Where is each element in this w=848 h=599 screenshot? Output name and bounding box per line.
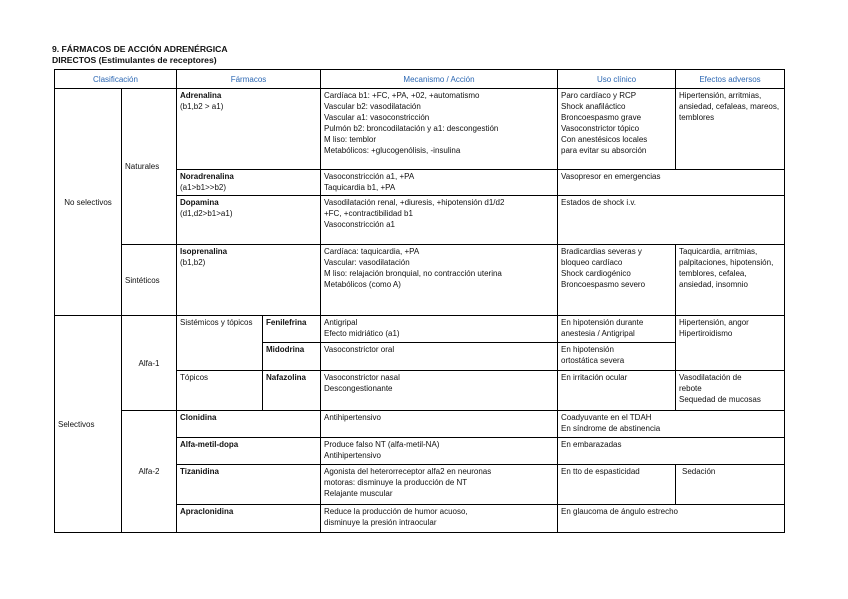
drug-receptors: (d1,d2>b1>a1): [180, 209, 233, 218]
drug-name: Midodrina: [263, 343, 321, 371]
drug-receptors: (b1,b2 > a1): [180, 102, 224, 111]
text-line: Cardíaca b1: +FC, +PA, +02, +automatismo: [324, 91, 480, 100]
group-sinteticos: Sintéticos: [122, 245, 177, 316]
text-line: Bradicardias severas y: [561, 247, 642, 256]
header-mecanismo: Mecanismo / Acción: [321, 70, 558, 89]
text-line: Pulmón b2: broncodilatación y a1: descongestión: [324, 124, 499, 133]
table-row: [55, 245, 785, 316]
text-line: Broncoespasmo grave: [561, 113, 642, 122]
efectos-cell: [676, 371, 785, 411]
mecanismo-cell: [321, 465, 558, 505]
text-line: Hipertiroidismo: [679, 329, 733, 338]
text-line: En embarazadas: [561, 440, 622, 449]
text-line: bloqueo cardíaco: [561, 258, 623, 267]
table-row: [55, 316, 785, 343]
text-line: Vasoconstrictor nasal: [324, 373, 400, 382]
text-line: Paro cardíaco y RCP: [561, 91, 637, 100]
uso-cell: [558, 196, 785, 245]
text-line: Vascular: vasodilatación: [324, 258, 410, 267]
text-line: +FC, +contractibilidad b1: [324, 209, 413, 218]
text-line: disminuye la presión intraocular: [324, 518, 437, 527]
group-no-selectivos: No selectivos: [55, 89, 122, 316]
mecanismo-cell: [321, 316, 558, 343]
subtitle-rest: (Estimulantes de receptores): [96, 55, 217, 65]
text-line: En hipotensión: [561, 345, 614, 354]
text-line: Shock anafiláctico: [561, 102, 626, 111]
uso-cell: [558, 245, 676, 316]
text-line: M liso: relajación bronquial, no contracción uterina: [324, 269, 502, 278]
text-line: Hipertensión, angor: [679, 318, 749, 327]
efectos-cell: [676, 245, 785, 316]
uso-cell: [558, 89, 676, 170]
efectos-cell: [676, 89, 785, 170]
text-line: motoras: disminuye la producción de NT: [324, 478, 468, 487]
text-line: anestesia / Antigripal: [561, 329, 635, 338]
uso-cell: [558, 316, 676, 343]
text-line: Coadyuvante en el TDAH: [561, 413, 652, 422]
group-alfa1: Alfa-1: [122, 316, 177, 411]
text-line: Antihipertensivo: [324, 413, 381, 422]
mecanismo-cell: [321, 411, 558, 438]
efectos-cell: [676, 316, 785, 371]
header-farmacos: Fármacos: [177, 70, 321, 89]
mecanismo-cell: [321, 170, 558, 196]
subtitle-bold: DIRECTOS: [52, 55, 97, 65]
text-line: Estados de shock i.v.: [561, 198, 636, 207]
drug-name: Isoprenalina: [180, 247, 228, 256]
text-block: Hipertensión, arritmias, ansiedad, cefaleas, mareos, temblores: [679, 91, 780, 122]
text-line: Sedación: [682, 467, 716, 476]
text-line: En tto de espasticidad: [561, 467, 640, 476]
header-clasificacion: Clasificación: [55, 70, 177, 89]
text-line: Vasoconstrictor tópico: [561, 124, 640, 133]
group-selectivos: Selectivos: [55, 316, 122, 533]
text-line: Vasoconstricción a1, +PA: [324, 172, 415, 181]
page-subtitle: [52, 55, 217, 65]
group-naturales: Naturales: [122, 89, 177, 245]
text-line: Vascular b2: vasodilatación: [324, 102, 421, 111]
text-line: Vasoconstricción a1: [324, 220, 395, 229]
drug-name: Adrenalina: [180, 91, 222, 100]
mecanismo-cell: [321, 438, 558, 465]
text-line: Efecto midriático (a1): [324, 329, 400, 338]
text-line: Shock cardiogénico: [561, 269, 631, 278]
text-line: para evitar su absorción: [561, 146, 647, 155]
header-uso: Uso clínico: [558, 70, 676, 89]
page-title: 9. FÁRMACOS DE ACCIÓN ADRENÉRGICA: [52, 44, 228, 54]
mecanismo-cell: [321, 89, 558, 170]
mecanismo-cell: [321, 245, 558, 316]
text-line: M liso: temblor: [324, 135, 377, 144]
uso-cell: [558, 411, 785, 438]
text-line: Vasodilatación de: [679, 373, 742, 382]
drug-receptors: (a1>b1>>b2): [180, 183, 227, 192]
uso-cell: [558, 465, 676, 505]
efectos-cell: [676, 465, 785, 505]
text-line: Relajante muscular: [324, 489, 393, 498]
drug-table: [54, 69, 785, 533]
text-line: Taquicardia b1, +PA: [324, 183, 396, 192]
text-line: Agonista del heterorreceptor alfa2 en neuronas: [324, 467, 492, 476]
drug-name: Fenilefrina: [263, 316, 321, 343]
drug-name: Nafazolina: [263, 371, 321, 411]
header-row: [55, 70, 785, 89]
drug-name: Alfa-metil-dopa: [177, 438, 321, 465]
mecanismo-cell: [321, 505, 558, 533]
drug-name: Clonidina: [177, 411, 321, 438]
text-line: Con anestésicos locales: [561, 135, 648, 144]
uso-cell: [558, 170, 785, 196]
header-efectos: Efectos adversos: [676, 70, 785, 89]
text-line: Cardíaca: taquicardia, +PA: [324, 247, 420, 256]
text-line: Reduce la producción de humor acuoso,: [324, 507, 468, 516]
text-block: Taquicardia, arritmias, palpitaciones, hipotensión, temblores, cefalea, ansiedad, insomnio: [679, 247, 774, 289]
drug-name: Dopamina: [180, 198, 219, 207]
mecanismo-cell: [321, 371, 558, 411]
drug-cell: [177, 170, 321, 196]
text-line: Vascular a1: vasoconstricción: [324, 113, 430, 122]
uso-cell: [558, 343, 676, 371]
subgroup-sistemicos: Sistémicos y tópicos: [177, 316, 263, 371]
text-line: rebote: [679, 384, 702, 393]
group-alfa2: Alfa-2: [122, 411, 177, 533]
text-line: En hipotensión durante: [561, 318, 644, 327]
text-line: Antihipertensivo: [324, 451, 381, 460]
drug-receptors: (b1,b2): [180, 258, 206, 267]
text-line: Produce falso NT (alfa-metil-NA): [324, 440, 440, 449]
mecanismo-cell: [321, 196, 558, 245]
text-line: Broncoespasmo severo: [561, 280, 646, 289]
uso-cell: [558, 505, 785, 533]
text-line: Vasopresor en emergencias: [561, 172, 661, 181]
drug-cell: [177, 89, 321, 170]
text-line: ortostática severa: [561, 356, 625, 365]
subgroup-topicos: Tópicos: [177, 371, 263, 411]
uso-cell: [558, 371, 676, 411]
text-line: En irritación ocular: [561, 373, 628, 382]
drug-name: Apraclonidina: [177, 505, 321, 533]
uso-cell: [558, 438, 785, 465]
text-line: Descongestionante: [324, 384, 393, 393]
text-line: Metabólicos: +glucogenólisis, -insulina: [324, 146, 461, 155]
drug-cell: [177, 245, 321, 316]
text-line: Sequedad de mucosas: [679, 395, 761, 404]
text-line: En glaucoma de ángulo estrecho: [561, 507, 678, 516]
text-line: En síndrome de abstinencia: [561, 424, 661, 433]
drug-name: Noradrenalina: [180, 172, 234, 181]
text-line: Vasodilatación renal, +diuresis, +hipotensión d1/d2: [324, 198, 505, 207]
mecanismo-cell: [321, 343, 558, 371]
drug-name: Tizanidina: [177, 465, 321, 505]
table-row: [55, 89, 785, 170]
text-line: Vasoconstrictor oral: [324, 345, 395, 354]
text-line: Metabólicos (como A): [324, 280, 401, 289]
drug-cell: [177, 196, 321, 245]
table-row: [55, 411, 785, 438]
text-line: Antigripal: [324, 318, 358, 327]
